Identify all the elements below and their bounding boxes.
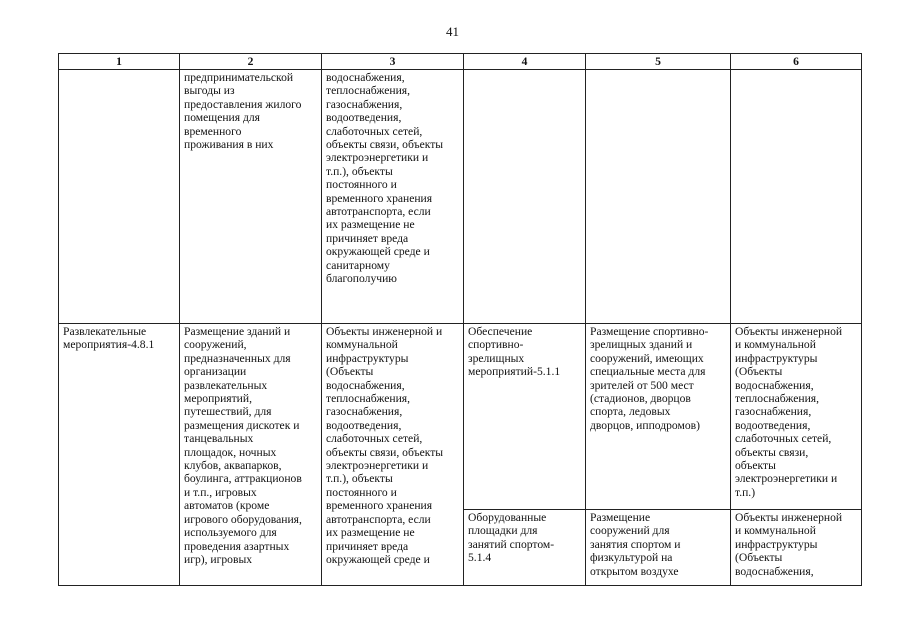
- cell-aux-use-kind: Оборудованные площадки для занятий спортом- 5.1.4: [464, 510, 586, 586]
- land-use-table: [58, 53, 862, 586]
- cell-aux-use-description: Размещение сооружений для занятия спортом и физкультурой на открытом воздухе: [586, 510, 731, 586]
- header-cell-5: 5: [586, 54, 731, 70]
- cell-aux-infrastructure: Объекты инженерной и коммунальной инфраструктуры (Объекты водоснабжения,: [731, 510, 862, 586]
- page-number: 41: [446, 24, 459, 39]
- cell-col5: [586, 70, 731, 324]
- header-cell-1: 1: [59, 54, 180, 70]
- header-row: [59, 54, 862, 70]
- cell-aux-use-description: Размещение спортивно- зрелищных зданий и сооружений, имеющих специальные места для зрителей от 500 мест (стадионов, дворцов спорта, ледовых дворцов, ипподромов): [586, 324, 731, 510]
- header-cell-6: 6: [731, 54, 862, 70]
- header-cell-3: 3: [322, 54, 464, 70]
- cell-infrastructure: Объекты инженерной и коммунальной инфраструктуры (Объекты водоснабжения, теплоснабжения, газоснабжения, водоотведения, слаботочных сетей, объекты связи, объекты электроэнергетики и т.п.), объекты постоянного и временного хранения автотранспорта, если их размещение не причиняет вреда окружающей среде и: [322, 324, 464, 586]
- cell-col2: предпринимательской выгоды из предоставления жилого помещения для временного проживания в них: [180, 70, 322, 324]
- cell-col4: [464, 70, 586, 324]
- cell-col6: [731, 70, 862, 324]
- cell-col1: [59, 70, 180, 324]
- header-cell-2: 2: [180, 54, 322, 70]
- cell-aux-infrastructure: Объекты инженерной и коммунальной инфраструктуры (Объекты водоснабжения, теплоснабжения, газоснабжения, водоотведения, слаботочных сетей, объекты связи, объекты электроэнергетики и т.п.): [731, 324, 862, 510]
- cell-col3: водоснабжения, теплоснабжения, газоснабжения, водоотведения, слаботочных сетей, объекты связи, объекты электроэнергетики и т.п.), объекты постоянного и временного хранения автотранспорта, если их размещение не причиняет вреда окружающей среде и санитарному благополучию: [322, 70, 464, 324]
- header-cell-4: 4: [464, 54, 586, 70]
- cell-use-kind: Развлекательные мероприятия-4.8.1: [59, 324, 180, 586]
- table-row-entertainment: [59, 324, 862, 510]
- cell-use-description: Размещение зданий и сооружений, предназначенных для организации развлекательных мероприятий, путешествий, для размещения дискотек и танцевальных площадок, ночных клубов, аквапарков, боулинга, аттракционов и т.п., игровых автоматов (кроме игрового оборудования, используемого для проведения азартных игр), игровых: [180, 324, 322, 586]
- table-row-continuation: [59, 70, 862, 324]
- cell-aux-use-kind: Обеспечение спортивно- зрелищных мероприятий-5.1.1: [464, 324, 586, 510]
